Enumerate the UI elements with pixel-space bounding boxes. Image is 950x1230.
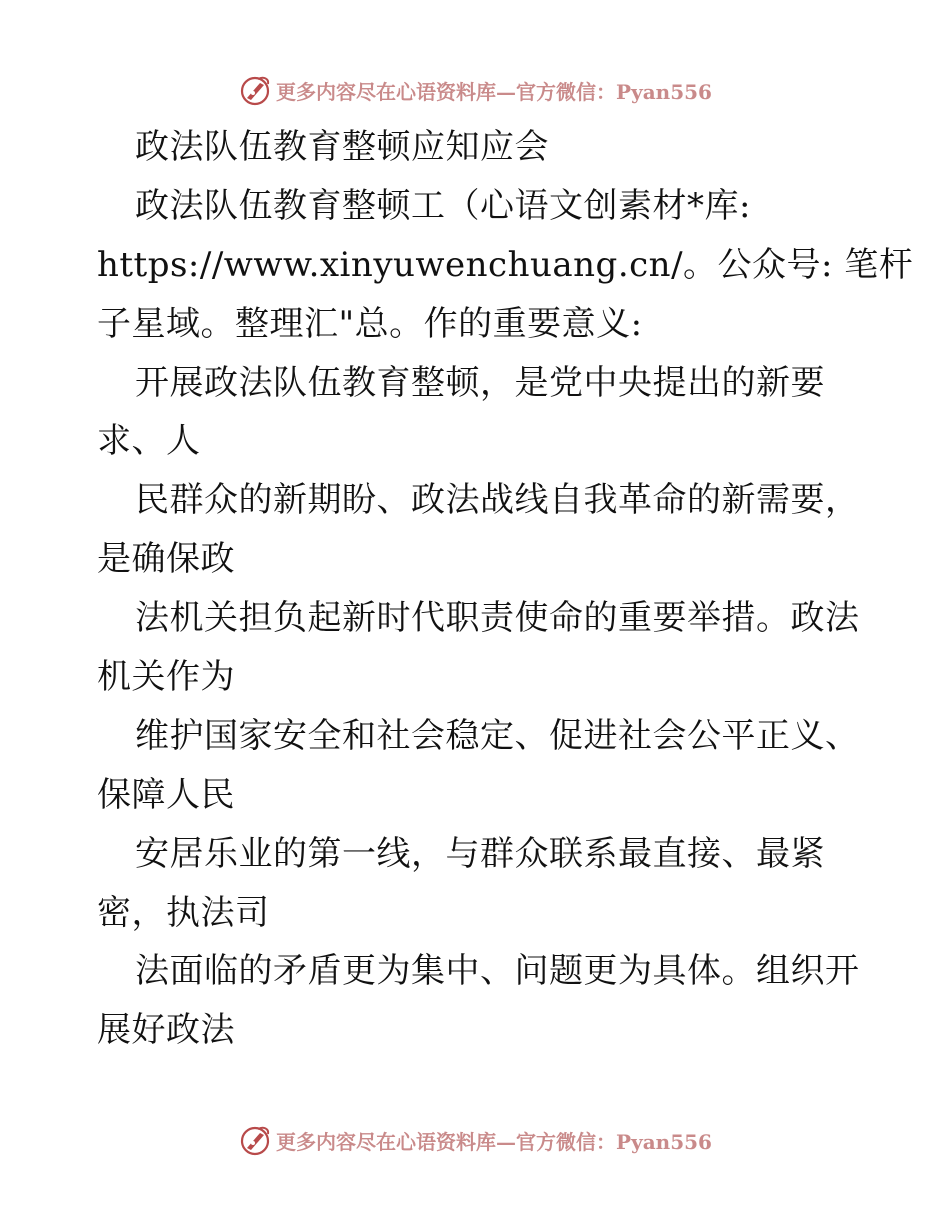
footer-banner <box>0 1120 950 1160</box>
paragraph-line: 开展政法队伍教育整顿，是党中央提出的新要 <box>135 362 825 403</box>
paragraph-line: 法面临的矛盾更为集中、问题更为具体。组织开 <box>135 951 860 992</box>
paragraph-line: 机关作为 <box>97 657 235 698</box>
paragraph-line: 求、人 <box>97 421 201 462</box>
paragraph-line: 民群众的新期盼、政法战线自我革命的新需要， <box>135 480 860 521</box>
document-title: 政法队伍教育整顿应知应会 <box>135 127 549 167</box>
paragraph-line: 政法队伍教育整顿工（心语文创素材*库: <box>135 185 751 226</box>
paragraph-line: 安居乐业的第一线，与群众联系最直接、最紧 <box>135 833 825 874</box>
footer-banner-text: 更多内容尽在心语资料库—官方微信：Pyan556 <box>276 1129 712 1154</box>
paragraph-line: 法机关担负起新时代职责使命的重要举措。政法 <box>135 598 860 639</box>
header-banner <box>0 70 950 110</box>
paragraph-line: 维护国家安全和社会稳定、促进社会公平正义、 <box>135 715 860 756</box>
paragraph-line: 展好政法 <box>97 1010 235 1051</box>
paragraph-line: https://www.xinyuwenchuang.cn/。公众号: 笔杆 <box>97 244 914 285</box>
paragraph-line: 是确保政 <box>97 539 235 580</box>
pen-nib-logo-icon <box>238 73 272 107</box>
document-body <box>97 118 914 1060</box>
paragraph-line: 子星域。整理汇"总。作的重要意义: <box>97 303 643 344</box>
pen-nib-logo-icon <box>238 1123 272 1157</box>
paragraph-line: 密，执法司 <box>97 892 270 933</box>
paragraph-line: 保障人民 <box>97 774 235 815</box>
header-banner-text: 更多内容尽在心语资料库—官方微信：Pyan556 <box>276 79 712 104</box>
